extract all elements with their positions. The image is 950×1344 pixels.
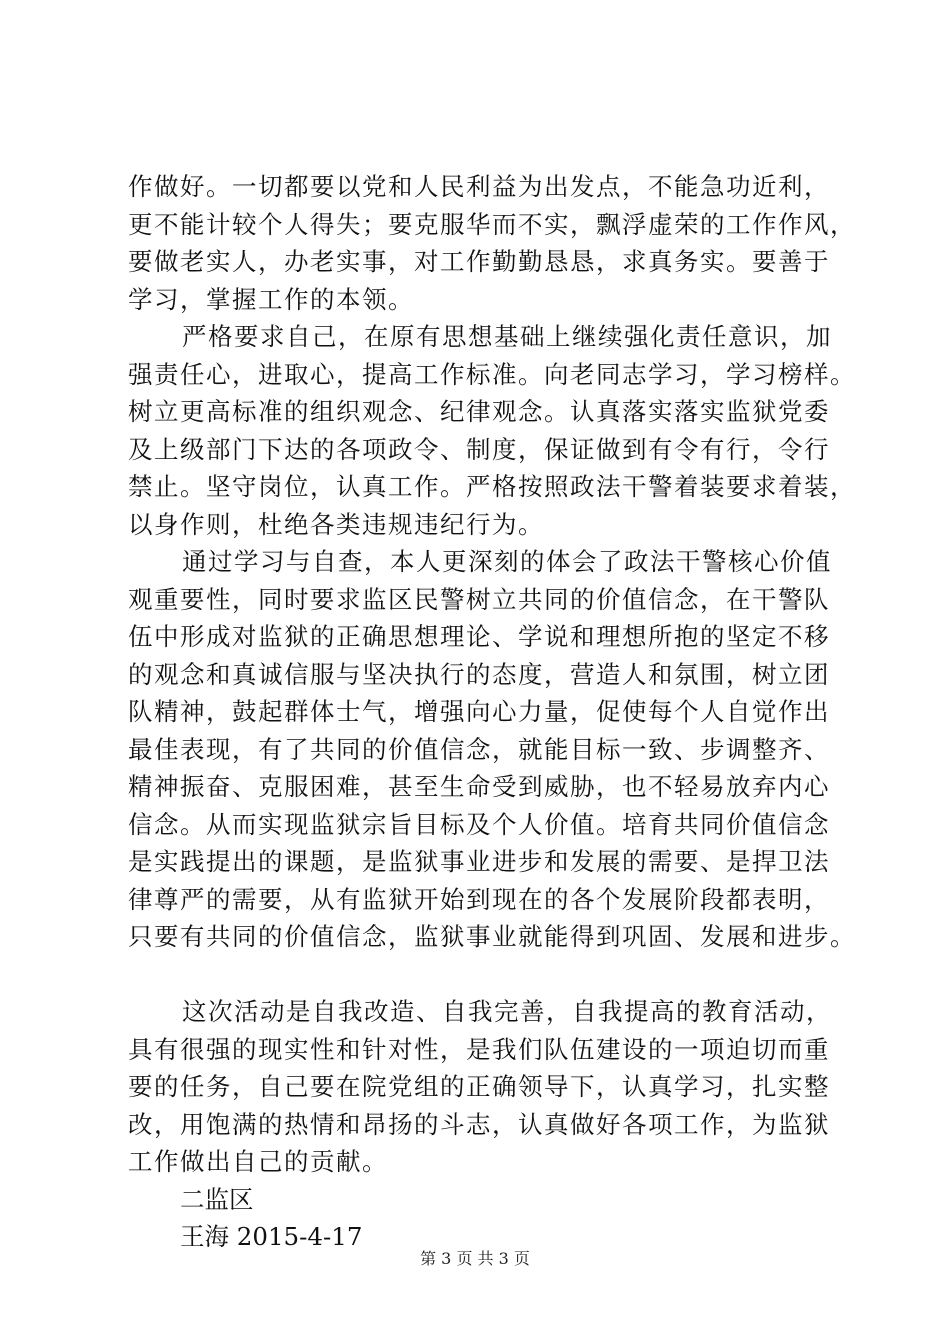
text-line: 以身作则，杜绝各类违规违纪行为。 bbox=[128, 509, 544, 539]
text-line: 学习，掌握工作的本领。 bbox=[128, 284, 414, 314]
text-line: 伍中形成对监狱的正确思想理论、学说和理想所抱的坚定不移 bbox=[128, 622, 830, 651]
text-line: 这次活动是自我改造、自我完善，自我提高的教育活动， bbox=[182, 997, 832, 1026]
text-line: 律尊严的需要，从有监狱开始到现在的各个发展阶段都表明， bbox=[128, 884, 830, 914]
signature-name-date: 王海 2015-4-17 bbox=[180, 1222, 363, 1251]
text-line: 改，用饱满的热情和昂扬的斗志，认真做好各项工作，为监狱 bbox=[128, 1109, 830, 1139]
text-line: 队精神，鼓起群体士气，增强向心力量，促使每个人自觉作出 bbox=[128, 697, 830, 726]
text-line: 最佳表现，有了共同的价值信念，就能目标一致、步调整齐、 bbox=[128, 734, 830, 764]
text-line: 是实践提出的课题，是监狱事业进步和发展的需要、是捍卫法 bbox=[128, 847, 830, 876]
paragraph-4 bbox=[128, 993, 848, 1181]
text-line: 的观念和真诚信服与坚决执行的态度，营造人和氛围，树立团 bbox=[128, 659, 830, 689]
text-line: 树立更高标准的组织观念、纪律观念。认真落实落实监狱党委 bbox=[128, 397, 830, 426]
text-line: 禁止。坚守岗位，认真工作。严格按照政法干警着装要求着装， bbox=[128, 472, 856, 501]
page-number: 第 3 页 共 3 页 bbox=[420, 1249, 530, 1268]
document-body bbox=[128, 168, 856, 1256]
paragraph-2 bbox=[128, 318, 856, 543]
signature-unit: 二监区 bbox=[180, 1184, 254, 1214]
text-line: 信念。从而实现监狱宗旨目标及个人价值。培育共同价值信念 bbox=[128, 809, 830, 839]
text-line: 要的任务，自己要在院党组的正确领导下，认真学习，扎实整 bbox=[128, 1072, 830, 1101]
text-line: 要做老实人，办老实事，对工作勤勤恳恳，求真务实。要善于 bbox=[128, 247, 830, 276]
paragraph-1 bbox=[128, 168, 856, 318]
text-line: 作做好。一切都要以党和人民利益为出发点，不能急功近利， bbox=[128, 172, 830, 201]
text-line: 严格要求自己，在原有思想基础上继续强化责任意识，加 bbox=[182, 322, 832, 351]
text-line: 精神振奋、克服困难，甚至生命受到威胁，也不轻易放弃内心 bbox=[128, 772, 830, 801]
text-line: 强责任心，进取心，提高工作标准。向老同志学习，学习榜样。 bbox=[128, 359, 856, 389]
text-line: 具有很强的现实性和针对性，是我们队伍建设的一项迫切而重 bbox=[128, 1034, 830, 1064]
text-line: 更不能计较个人得失；要克服华而不实，飘浮虚荣的工作作风， bbox=[128, 209, 856, 239]
text-line: 通过学习与自查，本人更深刻的体会了政法干警核心价值 bbox=[182, 547, 832, 576]
text-line: 观重要性，同时要求监区民警树立共同的价值信念，在干警队 bbox=[128, 584, 830, 614]
paragraph-3 bbox=[128, 543, 856, 956]
signature-block bbox=[128, 1181, 848, 1256]
paragraph-gap bbox=[128, 956, 848, 994]
text-line: 只要有共同的价值信念，监狱事业就能得到巩固、发展和进步。 bbox=[128, 922, 856, 951]
text-line: 及上级部门下达的各项政令、制度，保证做到有令有行，令行 bbox=[128, 434, 830, 464]
text-line: 工作做出自己的贡献。 bbox=[128, 1147, 388, 1176]
page-footer bbox=[0, 1246, 950, 1269]
